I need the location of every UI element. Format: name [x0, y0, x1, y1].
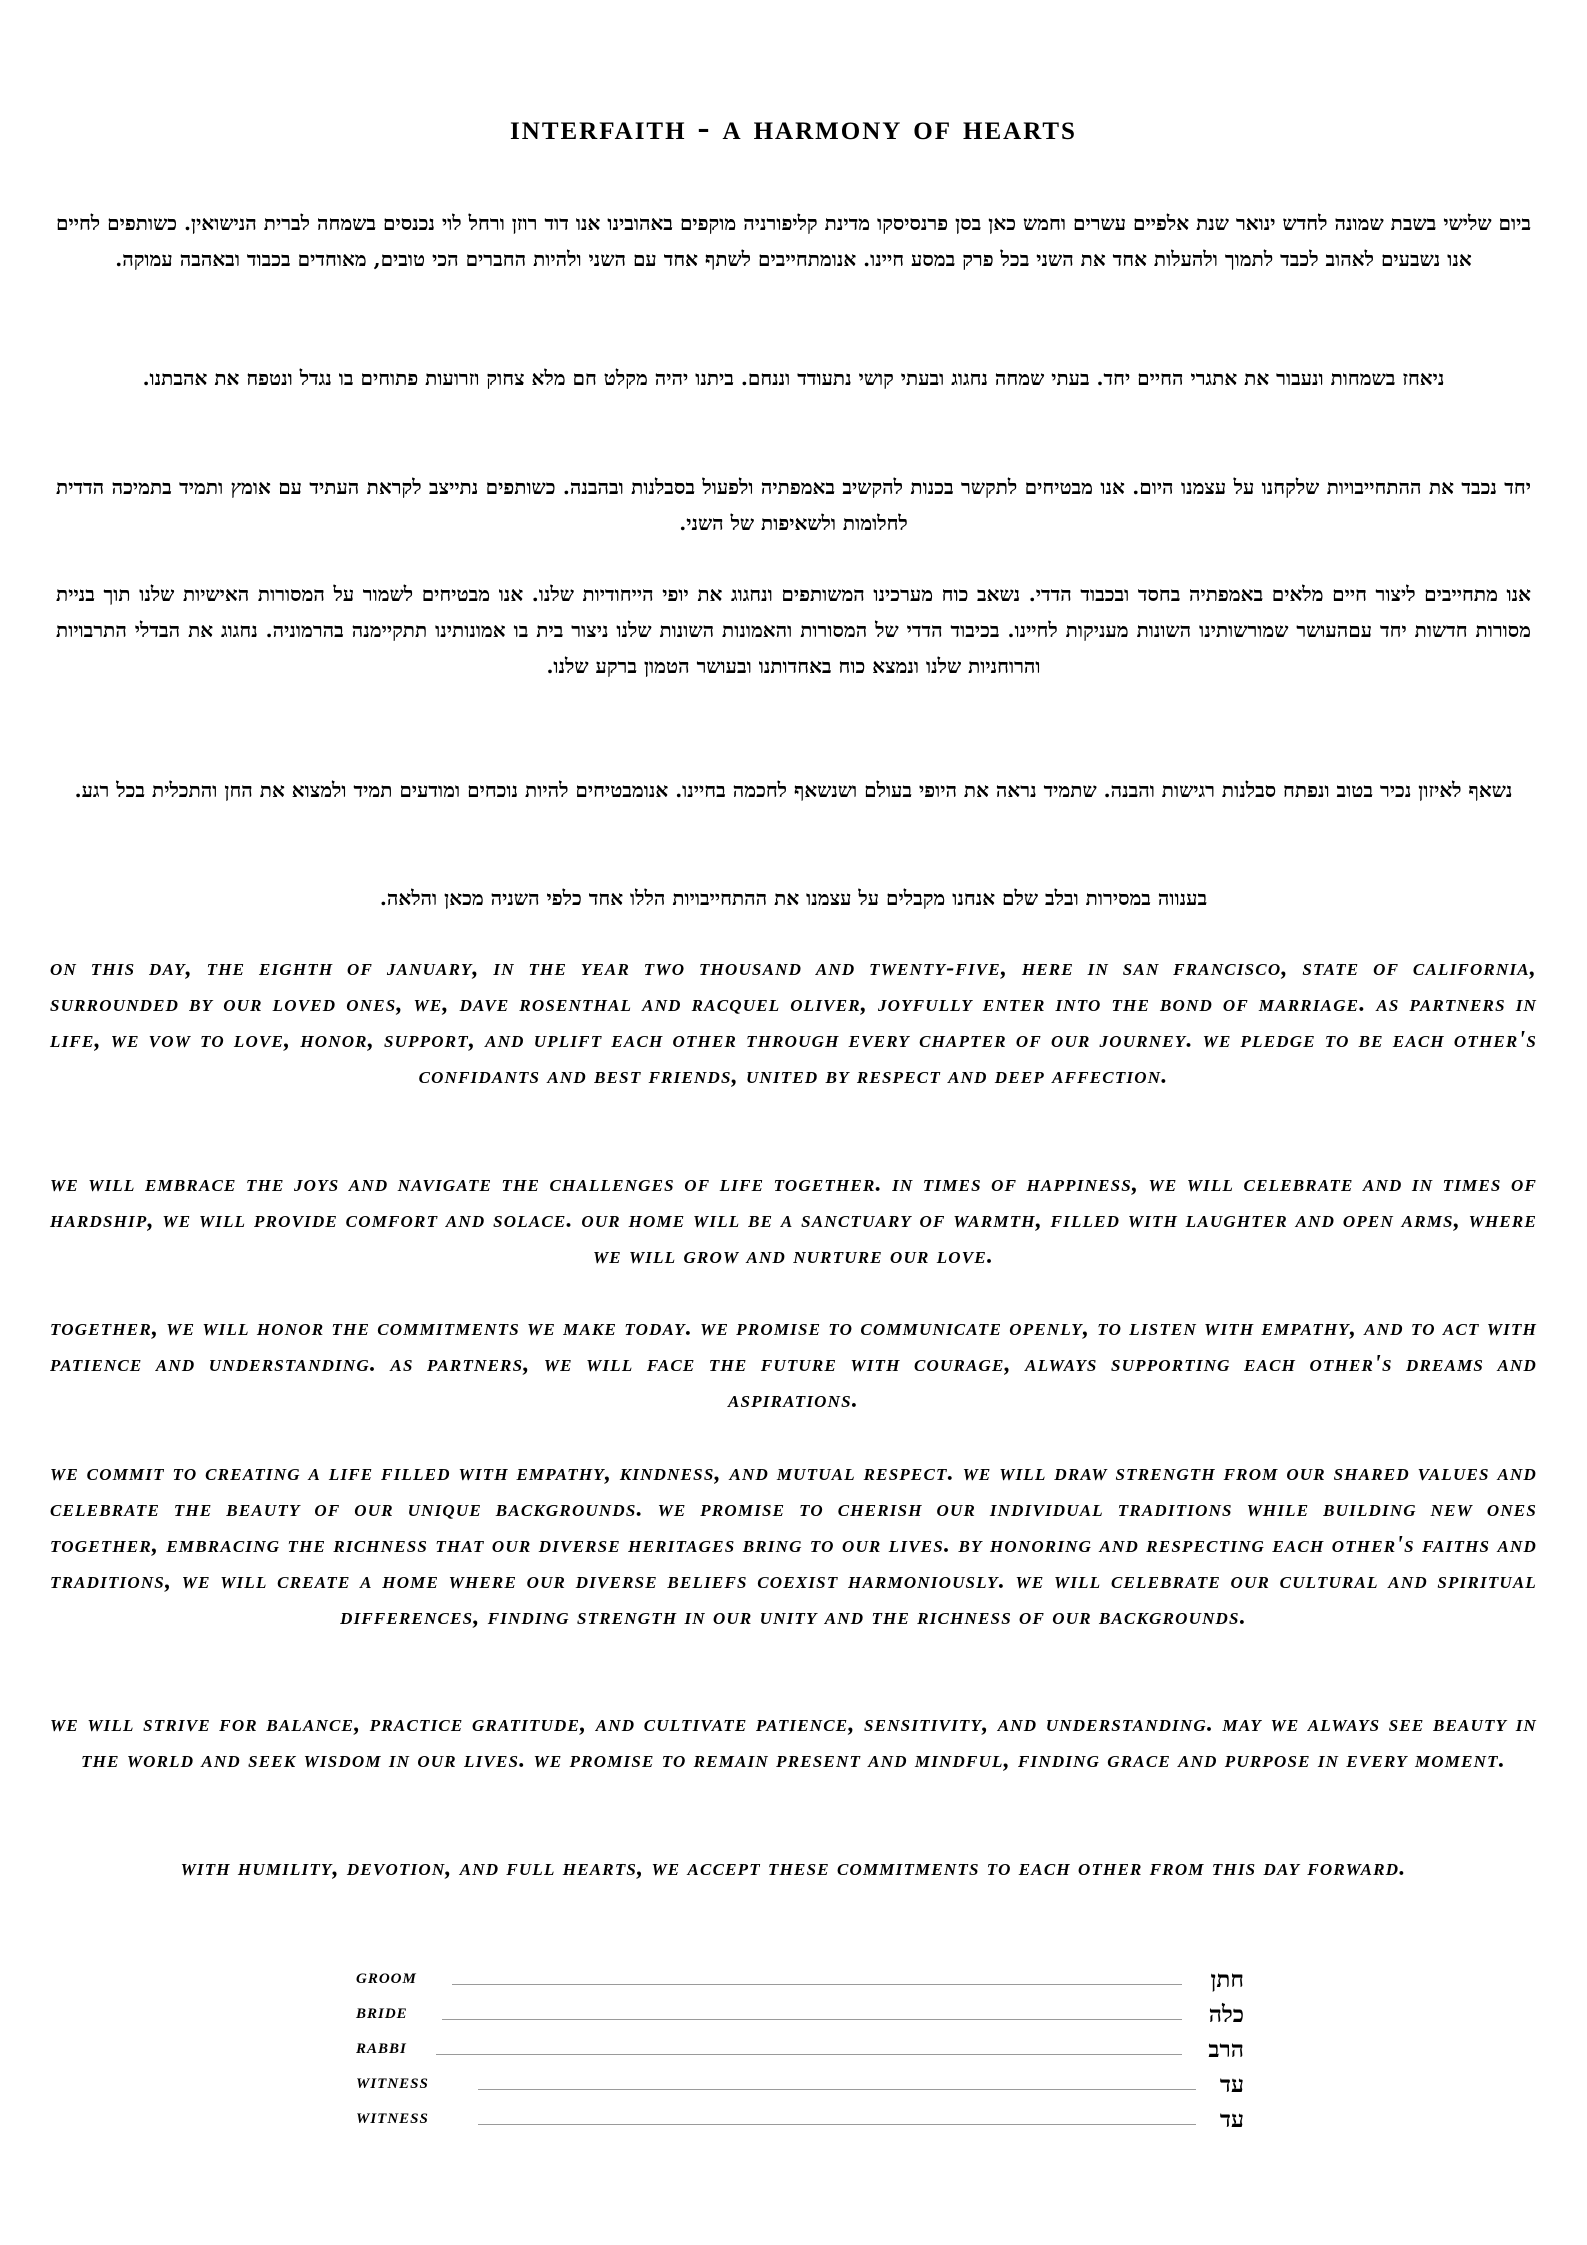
- hebrew-paragraph-5: נשאף לאיזון נכיר בטוב ונפתח סבלנות רגישות והבנה. שתמיד נראה את היופי בעולם ושנשאף לחכמה בחיינו. אנומבטיחים להיות נוכחים ומודעים תמיד ולמצוא את החן והתכלית בכל רגע.: [74, 778, 1513, 802]
- signature-label-en: witness: [356, 2068, 429, 2093]
- signature-label-he: עד: [1219, 2106, 1244, 2133]
- signature-label-en: rabbi: [356, 2033, 407, 2058]
- hebrew-paragraph-3: יחד נכבד את ההתחייבויות שלקחנו על עצמנו היום. אנו מבטיחים לתקשר בכנות להקשיב באמפתיה ולפעול בסבלנות ובהבנה. כשותפים נתייצב לקראת העתיד עם אומץ ותמיד בתמיכה הדדית לחלומות ולשאיפות של השני.: [56, 475, 1531, 535]
- english-paragraph-6: with humility, devotion, and full hearts, we accept these commitments to each other from this day forward.: [180, 1855, 1407, 1881]
- signature-row-witness-1: [356, 2068, 1244, 2098]
- english-paragraph-3: together, we will honor the commitments we make today. we promise to communicate openly, to listen with empathy, and to act with patience and understanding. as partners, we will face the future with courage, always supporting each other's dreams and aspirations.: [50, 1315, 1537, 1413]
- signature-label-en: groom: [356, 1963, 417, 1988]
- signature-label-he: עד: [1219, 2071, 1244, 2098]
- signature-label-en: bride: [356, 1998, 408, 2023]
- document-title: interfaith - a harmony of hearts: [510, 107, 1077, 147]
- hebrew-paragraph-1: ביום שלישי בשבת שמונה לחדש ינואר שנת אלפיים עשרים וחמש כאן בסן פרנסיסקו מדינת קליפורניה מוקפים באהובינו אנו דוד רוזן ורחל לוי נכנסים בשמחה לברית הנישואין. כשותפים לחיים אנו נשבעים לאהוב לכבד לתמוך ולהעלות אחד את השני בכל פרק במסע חיינו. אנומתחייבים לשתף אחד עם השני ולהיות החברים הכי טובים, מאוחדים בכבוד ובאהבה עמוקה.: [56, 211, 1531, 271]
- signature-line[interactable]: [452, 1984, 1182, 1985]
- signature-label-he: חתן: [1210, 1966, 1244, 1993]
- signature-line[interactable]: [436, 2054, 1182, 2055]
- english-paragraph-5: we will strive for balance, practice gratitude, and cultivate patience, sensitivity, and understanding. may we always see beauty in the world and seek wisdom in our lives. we promise to remain present and mindful, finding grace and purpose in every moment.: [50, 1711, 1537, 1773]
- signature-line[interactable]: [442, 2019, 1182, 2020]
- signature-row-groom: [356, 1963, 1244, 1993]
- signature-row-rabbi: [356, 2033, 1244, 2063]
- hebrew-paragraph-4: אנו מתחייבים ליצור חיים מלאים באמפתיה בחסד ובכבוד הדדי. נשאב כוח מערכינו המשותפים ונחגוג את יופי הייחודיות שלנו. אנו מבטיחים לשמור על המסורות האישיות שלנו תוך בניית מסורות חדשות יחד עםהעושר שמורשותינו השונות מעניקות לחיינו. בכיבוד הדדי של המסורות והאמונות השונות שלנו ניצור בית בו אמונותינו תתקיימנה בהרמוניה. נחגוג את הבדלי התרבויות והרוחניות שלנו ונמצא כוח באחדותנו ובעושר הטמון ברקע שלנו.: [56, 582, 1531, 678]
- signature-line[interactable]: [478, 2124, 1196, 2125]
- english-paragraph-4: we commit to creating a life filled with empathy, kindness, and mutual respect. we will draw strength from our shared values and celebrate the beauty of our unique backgrounds. we promise to cherish our individual traditions while building new ones together, embracing the richness that our diverse heritages bring to our lives. by honoring and respecting each other's faiths and traditions, we will create a home where our diverse beliefs coexist harmoniously. we will celebrate our cultural and spiritual differences, finding strength in our unity and the richness of our backgrounds.: [50, 1460, 1537, 1630]
- signature-label-en: witness: [356, 2103, 429, 2128]
- signature-line[interactable]: [478, 2089, 1196, 2090]
- english-paragraph-1: on this day, the eighth of january, in the year two thousand and twenty-five, here in san francisco, state of california, surrounded by our loved ones, we, dave rosenthal and racquel oliver, joyfully enter into the bond of marriage. as partners in life, we vow to love, honor, support, and uplift each other through every chapter of our journey. we pledge to be each other's confidants and best friends, united by respect and deep affection.: [50, 955, 1537, 1089]
- signature-row-witness-2: [356, 2103, 1244, 2133]
- hebrew-paragraph-2: ניאחז בשמחות ונעבור את אתגרי החיים יחד. בעתי שמחה נחגוג ובעתי קושי נתעודד וננחם. ביתנו יהיה מקלט חם מלא צחוק וזרועות פתוחים בו נגדל ונטפח את אהבתנו.: [142, 366, 1445, 390]
- english-paragraph-2: we will embrace the joys and navigate the challenges of life together. in times of happiness, we will celebrate and in times of hardship, we will provide comfort and solace. our home will be a sanctuary of warmth, filled with laughter and open arms, where we will grow and nurture our love.: [50, 1171, 1537, 1269]
- signature-label-he: כלה: [1208, 2001, 1244, 2028]
- signature-label-he: הרב: [1208, 2036, 1244, 2063]
- hebrew-paragraph-6: בענווה במסירות ובלב שלם אנחנו מקבלים על עצמנו את ההתחייבויות הללו אחד כלפי השניה מכאן והלאה.: [379, 886, 1208, 910]
- signature-row-bride: [356, 1998, 1244, 2028]
